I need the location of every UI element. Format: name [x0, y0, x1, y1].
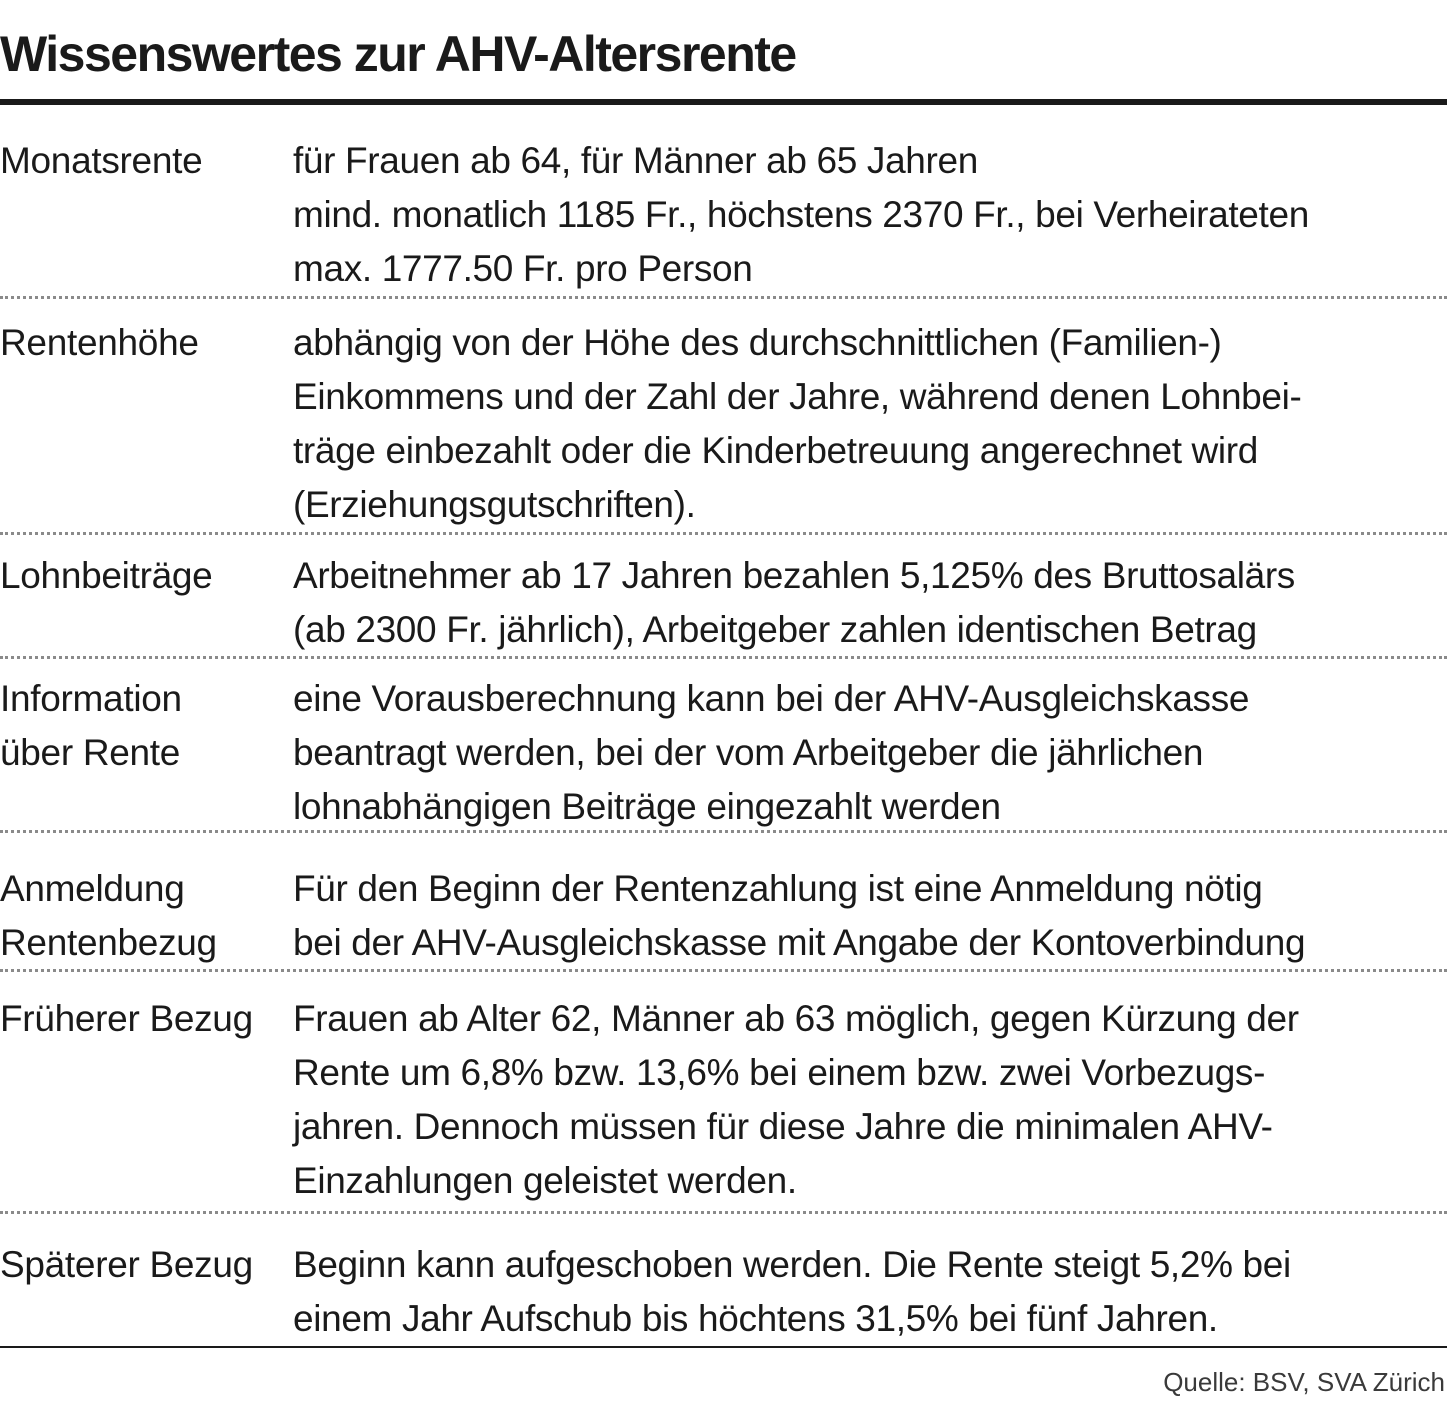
row-label-line: Rentenbezug: [0, 922, 217, 963]
row-label: [0, 316, 290, 370]
row-label: [0, 992, 290, 1046]
dotted-separator: [0, 830, 1447, 833]
dotted-separator: [0, 296, 1447, 299]
row-text-line: (Erziehungsgutschriften).: [293, 484, 696, 525]
row-text-line: für Frauen ab 64, für Männer ab 65 Jahren: [293, 140, 978, 181]
row-label: [0, 862, 290, 970]
row-text-line: Beginn kann aufgeschoben werden. Die Rente steigt 5,2% bei: [293, 1244, 1291, 1285]
row-text-line: eine Vorausberechnung kann bei der AHV-Ausgleichskasse: [293, 678, 1250, 719]
row-text-line: Einzahlungen geleistet werden.: [293, 1160, 797, 1201]
dotted-separator: [0, 969, 1447, 972]
title-rule: [0, 99, 1447, 105]
row-text-line: (ab 2300 Fr. jährlich), Arbeitgeber zahlen identischen Betrag: [293, 609, 1257, 650]
row-text-line: Rente um 6,8% bzw. 13,6% bei einem bzw. zwei Vorbezugs-: [293, 1052, 1266, 1093]
row-text-line: Frauen ab Alter 62, Männer ab 63 möglich, gegen Kürzung der: [293, 998, 1299, 1039]
dotted-separator: [0, 656, 1447, 659]
row-text-line: träge einbezahlt oder die Kinderbetreuung angerechnet wird: [293, 430, 1258, 471]
row-text: [293, 134, 1443, 296]
row-label-line: Anmeldung: [0, 868, 185, 909]
row-text-line: max. 1777.50 Fr. pro Person: [293, 248, 753, 289]
row-text-line: lohnabhängigen Beiträge eingezahlt werden: [293, 786, 1001, 827]
row-label-line: Monatsrente: [0, 140, 203, 181]
row-label-line: Rentenhöhe: [0, 322, 199, 363]
row-text: [293, 862, 1443, 970]
row-text-line: beantragt werden, bei der vom Arbeitgeber die jährlichen: [293, 732, 1204, 773]
row-text-line: abhängig von der Höhe des durchschnittlichen (Familien-): [293, 322, 1222, 363]
row-label: [0, 134, 290, 188]
row-label: [0, 549, 290, 603]
row-label-line: Information: [0, 678, 182, 719]
row-text-line: jahren. Dennoch müssen für diese Jahre die minimalen AHV-: [293, 1106, 1273, 1147]
dotted-separator: [0, 1211, 1447, 1214]
row-text-line: mind. monatlich 1185 Fr., höchstens 2370 Fr., bei Verheirateten: [293, 194, 1309, 235]
row-label-line: Späterer Bezug: [0, 1244, 253, 1285]
row-text-line: Einkommens und der Zahl der Jahre, während denen Lohnbei-: [293, 376, 1302, 417]
page-title: Wissenswertes zur AHV-Altersrente: [0, 26, 796, 82]
row-text-line: bei der AHV-Ausgleichskasse mit Angabe der Kontoverbindung: [293, 922, 1306, 963]
row-text: [293, 549, 1443, 657]
row-text: [293, 316, 1443, 532]
row-text: [293, 672, 1443, 834]
row-text: [293, 992, 1443, 1208]
row-text-line: einem Jahr Aufschub bis höchtens 31,5% bei fünf Jahren.: [293, 1298, 1218, 1339]
row-text-line: Für den Beginn der Rentenzahlung ist eine Anmeldung nötig: [293, 868, 1263, 909]
source-credit: Quelle: BSV, SVA Zürich: [1163, 1367, 1445, 1397]
row-label: [0, 1238, 290, 1292]
row-label-line: Lohnbeiträge: [0, 555, 213, 596]
row-label: [0, 672, 290, 780]
row-label-line: über Rente: [0, 732, 181, 773]
dotted-separator: [0, 532, 1447, 535]
row-text-line: Arbeitnehmer ab 17 Jahren bezahlen 5,125% des Bruttosalärs: [293, 555, 1295, 596]
row-text: [293, 1238, 1443, 1346]
row-label-line: Früherer Bezug: [0, 998, 253, 1039]
bottom-rule: [0, 1346, 1447, 1348]
